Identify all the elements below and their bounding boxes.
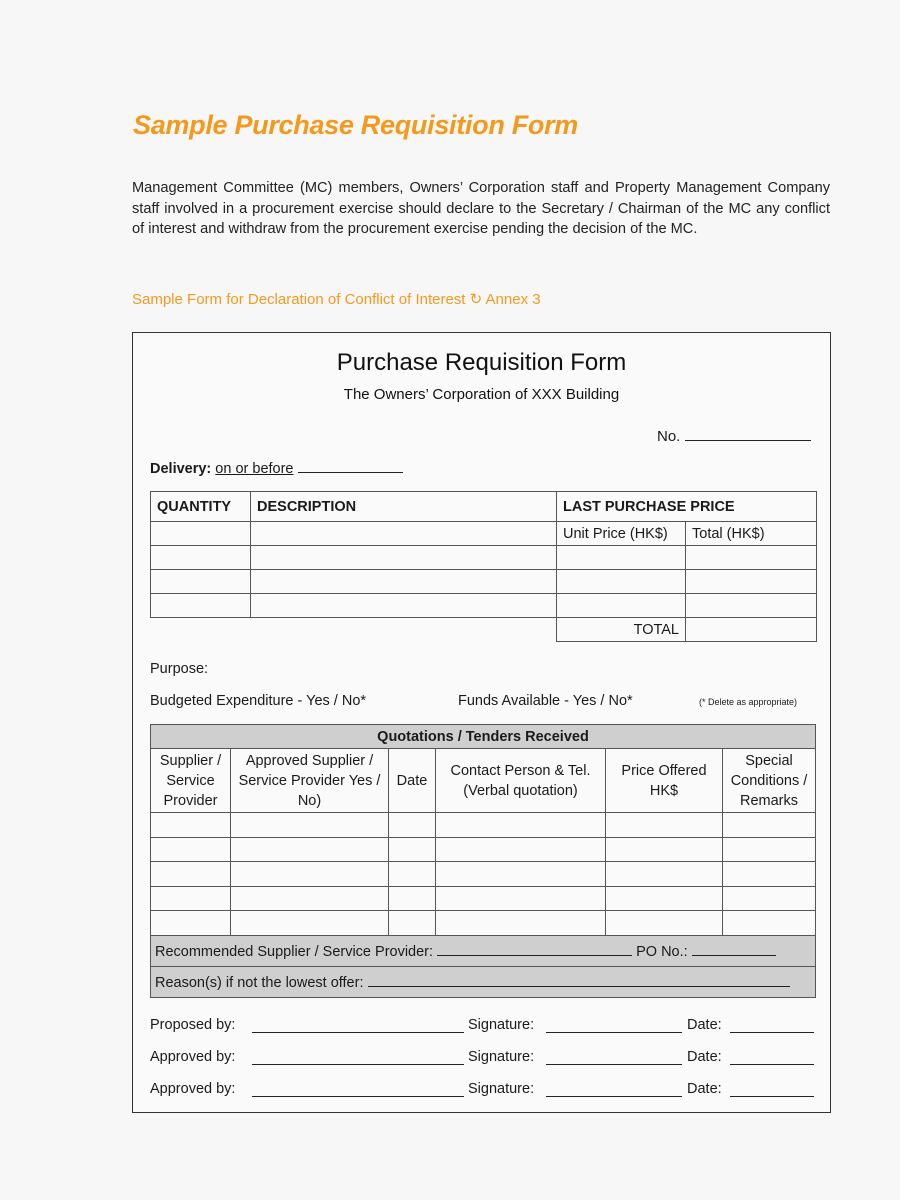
annex-link[interactable]: Sample Form for Declaration of Conflict of Interest ↻ Annex 3 <box>132 291 541 308</box>
reason-label: Reason(s) if not the lowest offer: <box>155 974 364 991</box>
recommended-line[interactable] <box>437 942 632 956</box>
po-label: PO No.: <box>636 943 688 960</box>
date-line[interactable] <box>730 1083 814 1097</box>
form-number-line[interactable] <box>685 427 811 441</box>
signature-label: Signature: <box>468 1049 535 1065</box>
col-total: Total (HK$) <box>686 522 817 546</box>
delivery-date-line[interactable] <box>298 459 403 473</box>
recommended-label: Recommended Supplier / Service Provider: <box>155 943 434 960</box>
form-number-field[interactable] <box>657 427 811 445</box>
name-line[interactable] <box>252 1019 464 1033</box>
table-row[interactable] <box>151 570 817 594</box>
name-line[interactable] <box>252 1051 464 1065</box>
requisition-form <box>132 332 831 1113</box>
total-value[interactable] <box>686 618 817 642</box>
form-title: Purchase Requisition Form <box>336 349 627 376</box>
table-row[interactable] <box>151 594 817 618</box>
table-row[interactable] <box>151 886 816 911</box>
delivery-value: on or before <box>215 461 294 477</box>
table-row[interactable] <box>151 546 817 570</box>
purpose-label: Purpose: <box>150 661 209 677</box>
table-row[interactable] <box>151 813 816 838</box>
delivery-label: Delivery: <box>150 461 212 477</box>
col-unit-price: Unit Price (HK$) <box>557 522 686 546</box>
role-label: Approved by: <box>150 1081 236 1097</box>
col-contact: Contact Person & Tel. (Verbal quotation) <box>436 749 606 813</box>
intro-paragraph: Management Committee (MC) members, Owners’ Corporation staff and Property Management Company staff involved in a procurement exercise should declare to the Secretary / Chairman of the MC any conflict of interest and withdraw from the procurement exercise pending the decision of the MC. <box>132 180 830 237</box>
col-remarks: Special Conditions / Remarks <box>723 749 816 813</box>
table-row[interactable] <box>151 837 816 862</box>
form-subtitle: The Owners’ Corporation of XXX Building <box>343 386 620 403</box>
funds-label[interactable]: Funds Available - Yes / No* <box>458 693 633 709</box>
role-label: Proposed by: <box>150 1017 236 1033</box>
col-description: DESCRIPTION <box>251 492 557 522</box>
quotations-band: Quotations / Tenders Received <box>151 725 816 749</box>
date-line[interactable] <box>730 1051 814 1065</box>
signature-line[interactable] <box>546 1051 682 1065</box>
quotations-table <box>150 724 816 998</box>
form-number-label: No. <box>657 428 681 445</box>
signature-line[interactable] <box>546 1083 682 1097</box>
reason-line[interactable] <box>368 973 790 987</box>
total-row[interactable] <box>151 618 817 642</box>
col-supplier: Supplier / Service Provider <box>151 749 231 813</box>
table-row[interactable] <box>151 522 817 546</box>
signature-label: Signature: <box>468 1081 535 1097</box>
date-label: Date: <box>687 1081 722 1097</box>
signature-label: Signature: <box>468 1017 535 1033</box>
items-table <box>150 491 817 642</box>
name-line[interactable] <box>252 1083 464 1097</box>
delivery-field[interactable] <box>150 459 403 477</box>
po-line[interactable] <box>692 942 776 956</box>
signature-line[interactable] <box>546 1019 682 1033</box>
budget-label[interactable]: Budgeted Expenditure - Yes / No* <box>150 693 367 709</box>
recommended-row[interactable] <box>151 935 816 966</box>
col-date: Date <box>389 749 436 813</box>
date-label: Date: <box>687 1049 722 1065</box>
role-label: Approved by: <box>150 1049 236 1065</box>
table-row[interactable] <box>151 862 816 887</box>
total-label: TOTAL <box>557 618 686 642</box>
table-row[interactable] <box>151 911 816 936</box>
delete-note: (* Delete as appropriate) <box>699 697 798 707</box>
col-last-purchase-price: LAST PURCHASE PRICE <box>557 492 817 522</box>
date-label: Date: <box>687 1017 722 1033</box>
col-price-offered: Price Offered HK$ <box>606 749 723 813</box>
date-line[interactable] <box>730 1019 814 1033</box>
reason-row[interactable] <box>151 966 816 997</box>
col-approved-supplier: Approved Supplier / Service Provider Yes / No) <box>231 749 389 813</box>
page-title: Sample Purchase Requisition Form <box>133 110 579 140</box>
col-quantity: QUANTITY <box>151 492 251 522</box>
